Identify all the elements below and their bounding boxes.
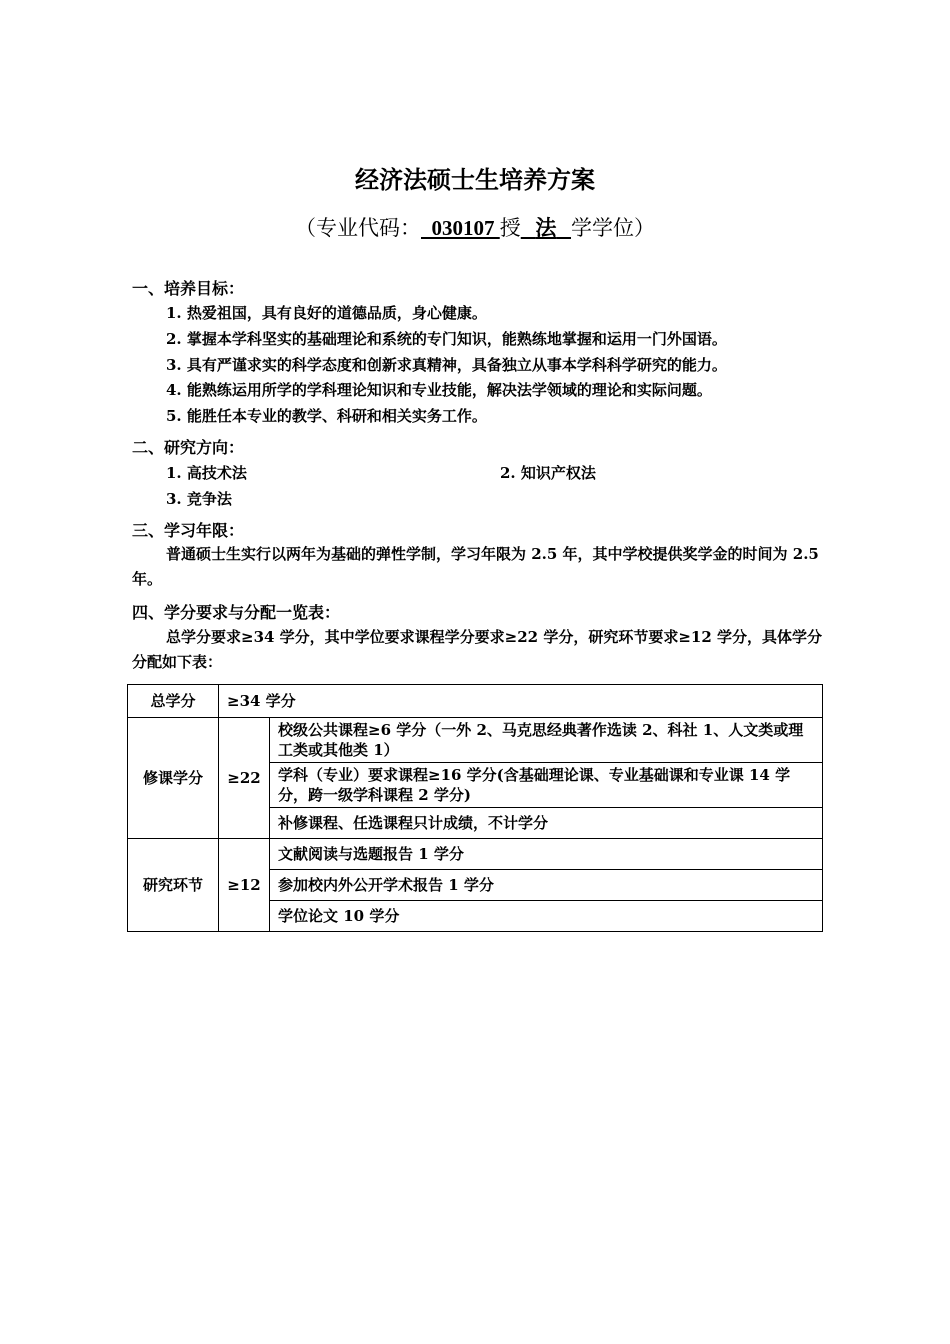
table-row xyxy=(128,685,823,718)
goal-item: 5. 能胜任本专业的教学、科研和相关实务工作。 xyxy=(166,407,487,425)
goal-item: 1. 热爱祖国，具有良好的道德品质，身心健康。 xyxy=(166,304,487,322)
direction-item: 2. 知识产权法 xyxy=(500,464,596,482)
subtitle-close: 学学位） xyxy=(571,216,655,240)
direction-item: 1. 高技术法 xyxy=(166,464,247,482)
degree-field-value: 法 xyxy=(535,216,557,240)
table-row xyxy=(128,839,823,870)
major-code-value: 030107 xyxy=(431,216,495,240)
page-title: 经济法硕士生培养方案 xyxy=(355,166,595,194)
coursework-label: 修课学分 xyxy=(128,718,219,839)
goal-item: 2. 掌握本学科坚实的基础理论和系统的专门知识，能熟练地掌握和运用一门外国语。 xyxy=(166,330,727,348)
research-row: 参加校内外公开学术报告 1 学分 xyxy=(270,870,823,901)
goal-item: 4. 能熟练运用所学的学科理论知识和专业技能，解决法学领域的理论和实际问题。 xyxy=(166,381,712,399)
subtitle-grant: 授 xyxy=(499,216,521,240)
total-credits-label: 总学分 xyxy=(128,685,219,718)
duration-paragraph: 普通硕士生实行以两年为基础的弹性学制，学习年限为 2.5 年，其中学校提供奖学金的时间为 2.5 年。 xyxy=(132,545,819,588)
research-row: 文献阅读与选题报告 1 学分 xyxy=(270,839,823,870)
coursework-row: 校级公共课程≥6 学分（一外 2、马克思经典著作选读 2、科社 1、人文类或理工类或其他类 1） xyxy=(270,718,823,763)
research-row: 学位论文 10 学分 xyxy=(270,901,823,932)
section-goals-heading: 一、培养目标： xyxy=(132,279,245,298)
section-directions-heading: 二、研究方向： xyxy=(132,438,245,457)
credits-table xyxy=(127,684,823,932)
coursework-row: 学科（专业）要求课程≥16 学分(含基础理论课、专业基础课和专业课 14 学分，跨一级学科课程 2 学分) xyxy=(270,763,823,808)
goal-item: 3. 具有严谨求实的科学态度和创新求真精神，具备独立从事本学科科学研究的能力。 xyxy=(166,356,727,374)
total-credits-value: ≥34 学分 xyxy=(219,685,823,718)
degree-field xyxy=(521,216,571,240)
section-credits-heading: 四、学分要求与分配一览表： xyxy=(132,603,341,622)
major-code xyxy=(421,216,500,240)
section-duration-heading: 三、学习年限： xyxy=(132,521,245,540)
credits-paragraph: 总学分要求≥34 学分，其中学位要求课程学分要求≥22 学分，研究环节要求≥12 学分，具体学分分配如下表： xyxy=(132,628,822,671)
direction-item: 3. 竞争法 xyxy=(166,490,232,508)
page-subtitle xyxy=(0,212,950,242)
research-value: ≥12 xyxy=(219,839,270,932)
coursework-row: 补修课程、任选课程只计成绩，不计学分 xyxy=(270,808,823,839)
research-label: 研究环节 xyxy=(128,839,219,932)
subtitle-open: （专业代码： xyxy=(295,216,421,240)
table-row xyxy=(128,718,823,763)
coursework-value: ≥22 xyxy=(219,718,270,839)
